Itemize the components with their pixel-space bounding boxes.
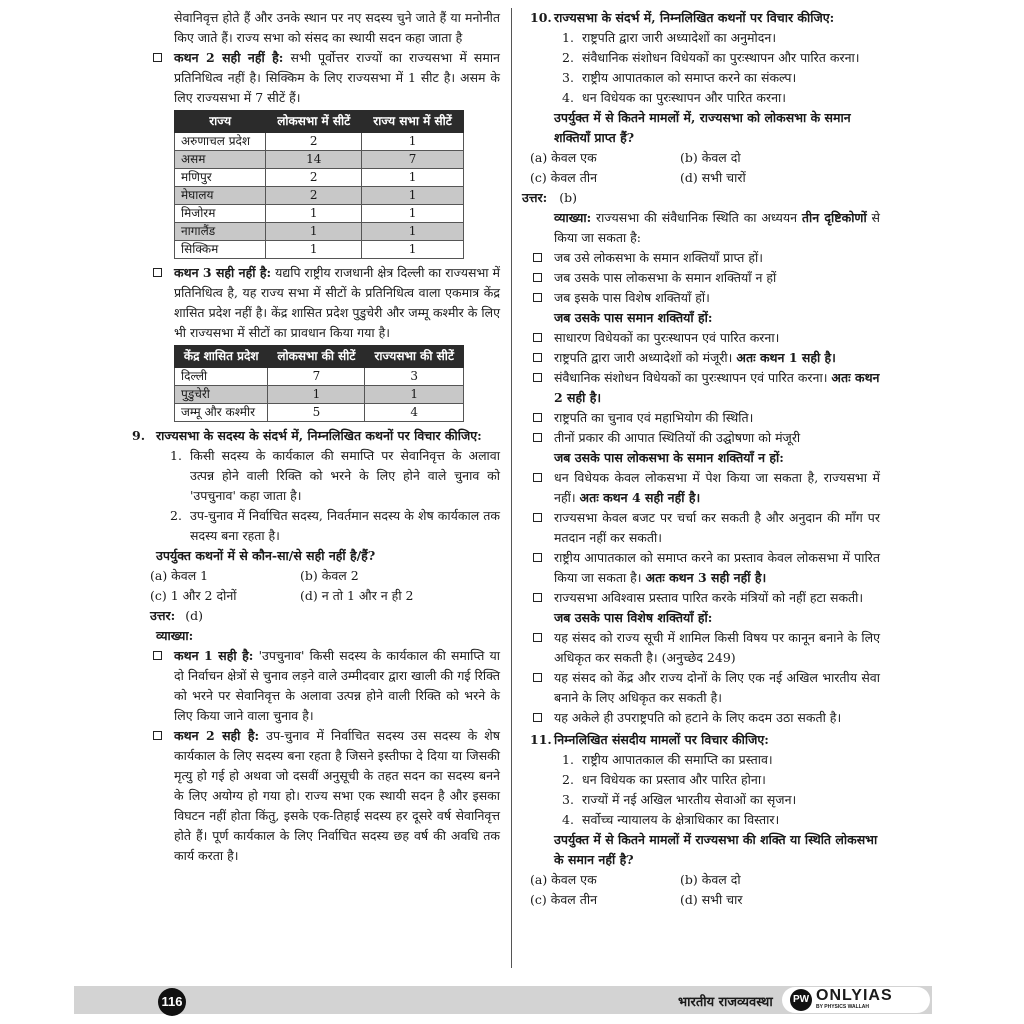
subheading: जब उसके पास समान शक्तियाँ हों:: [554, 310, 713, 325]
question-number: 9.: [132, 428, 146, 443]
table-cell: 1: [266, 223, 362, 241]
answer-line: [150, 606, 500, 626]
checkbox-bullet-icon: [533, 513, 542, 522]
checkbox-bullet-icon: [533, 473, 542, 482]
table-cell: 1: [266, 205, 362, 223]
checkbox-bullet-icon: [533, 713, 542, 722]
bullet-text: जब उसके पास लोकसभा के समान शक्तियाँ न हों: [554, 270, 777, 285]
option: (a) केवल एक: [530, 872, 597, 887]
list-item: [530, 268, 880, 288]
option: (c) 1 और 2 दोनों: [150, 588, 237, 603]
list-item: [530, 668, 880, 708]
question-ask: उपर्युक्त में से कितने मामलों में राज्यसभा की शक्ति या स्थिति लोकसभा के समान नहीं है?: [554, 832, 878, 867]
table-cell: 2: [266, 187, 362, 205]
explanation-emphasis: तीन दृष्टिकोणों: [801, 210, 867, 225]
table-cell: नागालैंड: [175, 223, 266, 241]
bullet-text: राष्ट्रीय आपातकाल को समाप्त करने का प्रस्ताव केवल लोकसभा में पारित किया जा सकता है।: [554, 550, 880, 585]
answer-label: उत्तर:: [522, 190, 548, 205]
list-item-text: राष्ट्रीय आपातकाल को समाप्त करने का संकल्प।: [582, 70, 797, 85]
checkbox-bullet-icon: [533, 333, 542, 342]
option: (a) केवल एक: [530, 150, 597, 165]
subheading: जब उसके पास लोकसभा के समान शक्तियाँ न हों:: [554, 450, 784, 465]
explanation-intro: [530, 208, 880, 248]
answer-label: उत्तर:: [150, 608, 176, 623]
option: (b) केवल दो: [680, 150, 741, 165]
list-item: 1. किसी सदस्य के कार्यकाल की समाप्ति पर सेवानिवृत्त के अलावा उत्पन्न होने वाली रिक्ति को भरने के लिए होने वाले चुनाव को 'उपचुनाव' कहा जाता है।: [170, 446, 500, 506]
table-cell: 7: [362, 151, 464, 169]
bold-label: कथन 1 सही है:: [174, 648, 254, 663]
list-item: [530, 348, 880, 368]
list-item: [530, 328, 880, 348]
table-cell: 1: [362, 187, 464, 205]
table-cell: पुडुचेरी: [175, 386, 268, 404]
states-seats-table: [174, 110, 464, 259]
checkbox-bullet-icon: [533, 633, 542, 642]
checkbox-bullet-icon: [533, 413, 542, 422]
list-item-text: धन विधेयक का प्रस्ताव और पारित होना।: [582, 772, 766, 787]
question-10-options: [530, 148, 880, 188]
checkbox-bullet-icon: [153, 651, 162, 660]
option: (c) केवल तीन: [530, 170, 598, 185]
checkbox-bullet-icon: [533, 433, 542, 442]
table-row: [175, 404, 464, 422]
list-item: 3. राष्ट्रीय आपातकाल को समाप्त करने का संकल्प।: [562, 68, 880, 88]
table-cell: 2: [266, 169, 362, 187]
right-column: [522, 8, 880, 910]
table-cell: 1: [266, 241, 362, 259]
table-cell: 1: [362, 241, 464, 259]
list-item: [530, 248, 880, 268]
table-cell: 2: [266, 133, 362, 151]
answer-line: [522, 188, 880, 208]
checkbox-bullet-icon: [533, 673, 542, 682]
table-row: [175, 169, 464, 187]
subheading: जब उसके पास विशेष शक्तियाँ हों:: [554, 610, 713, 625]
intro-paragraph: सेवानिवृत्त होते हैं और उनके स्थान पर नए सदस्य चुने जाते हैं या मनोनीत किए जाते हैं। राज्य सभा को संसद का स्थायी सदन कहा जाता है: [174, 10, 500, 45]
table-cell: 5: [268, 404, 365, 422]
list-item: [530, 288, 880, 308]
question-9-options: [150, 566, 500, 606]
option: (d) न तो 1 और न ही 2: [300, 588, 414, 603]
question-11: [530, 730, 880, 750]
bullet-text: साधारण विधेयकों का पुरःस्थापन एवं पारित करना।: [554, 330, 780, 345]
list-item: 2. उप-चुनाव में निर्वाचित सदस्य, निवर्तमान सदस्य के शेष कार्यकाल तक सदस्य बना रहता है।: [170, 506, 500, 546]
list-item-text: धन विधेयक का पुरःस्थापन और पारित करना।: [582, 90, 786, 105]
question-text: निम्नलिखित संसदीय मामलों पर विचार कीजिए:: [554, 732, 769, 747]
brand-name: ONLYIAS: [816, 987, 893, 1004]
question-9-statements: [150, 446, 500, 546]
table-cell: 1: [362, 223, 464, 241]
table-cell: मिजोरम: [175, 205, 266, 223]
table-row: [175, 223, 464, 241]
question-number: 11.: [530, 732, 552, 747]
list-item: [530, 468, 880, 508]
list-item: [530, 368, 880, 408]
list-item: [530, 508, 880, 548]
bullet-text: उप-चुनाव में निर्वाचित सदस्य उस सदस्य के शेष कार्यकाल के लिए सदस्य बना रहता है जिसने इस्तीफा दे दिया या जिसकी मृत्यु हो गई हो अथवा जो दसवीं अनुसूची के तहत सदन का सदस्य बनने के लिए अयोग्य हो गया हो। राज्य सभा एक स्थायी सदन है और इसका विघटन नहीं होता किंतु, इसके एक-तिहाई सदस्य हर दूसरे वर्ष सेवानिवृत्त होते हैं। पूर्ण कार्यकाल के लिए निर्वाचित सदस्य छह वर्ष की अवधि तक कार्य करता है।: [174, 728, 501, 863]
bullet-text: राष्ट्रपति द्वारा जारी अध्यादेशों को मंजूरी।: [554, 350, 737, 365]
option: (d) सभी चार: [680, 892, 743, 907]
bullet-text: यद्यपि राष्ट्रीय राजधानी क्षेत्र दिल्ली का राज्यसभा में प्रतिनिधित्व है, यह राज्य सभा में सीटों के प्रतिनिधित्व वाला एकमात्र केंद्र शासित प्रदेश नहीं है। केंद्र शासित प्रदेश पुडुचेरी और जम्मू कश्मीर के लिए भी राज्यसभा में सीटों का प्रावधान किया गया है।: [174, 265, 500, 340]
checkbox-bullet-icon: [153, 53, 162, 62]
table-header: राज्यसभा की सीटें: [365, 346, 464, 368]
question-text: राज्यसभा के सदस्य के संदर्भ में, निम्नलिखित कथनों पर विचार कीजिए:: [156, 428, 482, 443]
list-item: 2. धन विधेयक का प्रस्ताव और पारित होना।: [562, 770, 880, 790]
checkbox-bullet-icon: [533, 273, 542, 282]
explanation-heading: व्याख्या:: [156, 628, 194, 643]
bullet-text: यह अकेले ही उपराष्ट्रपति को हटाने के लिए कदम उठा सकती है।: [554, 710, 842, 725]
question-ask: उपर्युक्त कथनों में से कौन-सा/से सही नहीं है/हैं?: [156, 548, 376, 563]
table-row: [175, 205, 464, 223]
statement-3-bullet: [150, 263, 500, 343]
checkbox-bullet-icon: [533, 373, 542, 382]
list-item: 3. राज्यों में नई अखिल भारतीय सेवाओं का सृजन।: [562, 790, 880, 810]
bullet-text: राज्यसभा अविश्वास प्रस्ताव पारित करके मंत्रियों को नहीं हटा सकती।: [554, 590, 864, 605]
option: (a) केवल 1: [150, 568, 209, 583]
checkbox-bullet-icon: [533, 553, 542, 562]
table-row: [175, 133, 464, 151]
table-row: [175, 368, 464, 386]
option: (d) सभी चारों: [680, 170, 746, 185]
bullet-conclusion: अतः कथन 2 सही है।: [554, 370, 880, 405]
question-ask: उपर्युक्त में से कितने मामलों में, राज्यसभा को लोकसभा के समान शक्तियाँ प्राप्त हैं?: [554, 110, 851, 145]
bullet-text: राष्ट्रपति का चुनाव एवं महाभियोग की स्थिति।: [554, 410, 754, 425]
list-item: 4. सर्वोच्च न्यायालय के क्षेत्राधिकार का विस्तार।: [562, 810, 880, 830]
list-item-text: राष्ट्रीय आपातकाल की समाप्ति का प्रस्ताव।: [582, 752, 773, 767]
table-header: केंद्र शासित प्रदेश: [175, 346, 268, 368]
question-number: 10.: [530, 10, 552, 25]
bullet-text: धन विधेयक केवल लोकसभा में पेश किया जा सकता है, राज्यसभा में नहीं।: [554, 470, 880, 505]
question-10: [530, 8, 880, 28]
table-row: [175, 386, 464, 404]
table-cell: दिल्ली: [175, 368, 268, 386]
list-item-text: उप-चुनाव में निर्वाचित सदस्य, निवर्तमान सदस्य के शेष कार्यकाल तक सदस्य बना रहता है।: [190, 508, 500, 543]
question-11-statements: [530, 750, 880, 830]
page-number: 116: [158, 988, 186, 1016]
table-row: [175, 187, 464, 205]
table-header: राज्य: [175, 111, 266, 133]
table-cell: अरुणाचल प्रदेश: [175, 133, 266, 151]
table-header: लोकसभा की सीटें: [268, 346, 365, 368]
question-9: [132, 426, 500, 446]
table-cell: 1: [365, 386, 464, 404]
explanation-text: से किया जा सकता है:: [554, 210, 880, 245]
bold-label: कथन 2 सही है:: [174, 728, 260, 743]
bold-label: कथन 3 सही नहीं है:: [174, 265, 272, 280]
bold-label: कथन 2 सही नहीं है:: [174, 50, 284, 65]
page-footer: [74, 986, 932, 1014]
table-cell: 1: [362, 169, 464, 187]
bullet-text: जब इसके पास विशेष शक्तियाँ हों।: [554, 290, 710, 305]
checkbox-bullet-icon: [533, 253, 542, 262]
list-item-text: सर्वोच्च न्यायालय के क्षेत्राधिकार का विस्तार।: [582, 812, 780, 827]
option: (b) केवल दो: [680, 872, 741, 887]
explanation-bullet: [150, 726, 500, 866]
brand-logo: [782, 987, 930, 1013]
table-header: लोकसभा में सीटें: [266, 111, 362, 133]
answer-value: (d): [185, 608, 203, 623]
table-cell: जम्मू और कश्मीर: [175, 404, 268, 422]
bullet-conclusion: अतः कथन 1 सही है।: [736, 350, 836, 365]
answer-value: (b): [559, 190, 577, 205]
list-item: [530, 548, 880, 588]
checkbox-bullet-icon: [533, 353, 542, 362]
pw-logo-icon: PW: [790, 989, 812, 1011]
option: (b) केवल 2: [300, 568, 359, 583]
table-cell: असम: [175, 151, 266, 169]
bullet-conclusion: अतः कथन 4 सही नहीं है।: [579, 490, 701, 505]
list-item: 1. राष्ट्रीय आपातकाल की समाप्ति का प्रस्ताव।: [562, 750, 880, 770]
table-cell: 7: [268, 368, 365, 386]
table-cell: मेघालय: [175, 187, 266, 205]
list-item: 4. धन विधेयक का पुरःस्थापन और पारित करना।: [562, 88, 880, 108]
list-item: [530, 588, 880, 608]
table-cell: 1: [362, 205, 464, 223]
table-cell: 4: [365, 404, 464, 422]
list-item: [530, 708, 880, 728]
table-cell: मणिपुर: [175, 169, 266, 187]
list-item: 1. राष्ट्रपति द्वारा जारी अध्यादेशों का अनुमोदन।: [562, 28, 880, 48]
brand-tagline: BY PHYSICS WALLAH: [816, 1004, 869, 1010]
bullet-conclusion: अतः कथन 3 सही नहीं है।: [645, 570, 767, 585]
bullet-text: सभी पूर्वोत्तर राज्यों का राज्यसभा में समान प्रतिनिधित्व नहीं है। सिक्किम के लिए राज्यसभा में 1 सीट है। असम के लिए राज्यसभा में 7 सीटें हैं।: [174, 50, 500, 105]
option: (c) केवल तीन: [530, 892, 598, 907]
bullet-text: 'उपचुनाव' किसी सदस्य के कार्यकाल की समाप्ति या दो निर्वाचन क्षेत्रों से चुनाव लड़ने वाले उम्मीदवार द्वारा खाली की गई रिक्ति को भरने पर सेवानिवृत्त के अलावा उत्पन्न होने वाली रिक्ति को भरने के लिए किया जाने वाला चुनाव है।: [174, 648, 500, 723]
table-row: [175, 151, 464, 169]
list-item: 2. संवैधानिक संशोधन विधेयकों का पुरःस्थापन और पारित करना।: [562, 48, 880, 68]
explanation-bullet: [150, 646, 500, 726]
list-item: [530, 408, 880, 428]
checkbox-bullet-icon: [153, 731, 162, 740]
list-item-text: संवैधानिक संशोधन विधेयकों का पुरःस्थापन और पारित करना।: [582, 50, 860, 65]
table-cell: 1: [268, 386, 365, 404]
table-cell: 14: [266, 151, 362, 169]
book-title: भारतीय राजव्यवस्था: [678, 995, 773, 1010]
checkbox-bullet-icon: [533, 293, 542, 302]
question-11-options: [530, 870, 880, 910]
bullet-text: राज्यसभा केवल बजट पर चर्चा कर सकती है और अनुदान की माँग पर मतदान नहीं कर सकती।: [554, 510, 880, 545]
explanation-heading: व्याख्या:: [554, 210, 592, 225]
checkbox-bullet-icon: [533, 593, 542, 602]
list-item-text: राज्यों में नई अखिल भारतीय सेवाओं का सृजन।: [582, 792, 797, 807]
list-item-text: किसी सदस्य के कार्यकाल की समाप्ति पर सेवानिवृत्त के अलावा उत्पन्न होने वाली रिक्ति को भरने के लिए होने वाले चुनाव को 'उपचुनाव' कहा जाता है।: [190, 448, 500, 503]
table-cell: 3: [365, 368, 464, 386]
explanation-text: राज्यसभा की संवैधानिक स्थिति का अध्ययन: [591, 210, 802, 225]
question-text: राज्यसभा के संदर्भ में, निम्नलिखित कथनों पर विचार कीजिए:: [554, 10, 835, 25]
table-row: [175, 241, 464, 259]
bullet-text: जब उसे लोकसभा के समान शक्तियाँ प्राप्त हों।: [554, 250, 764, 265]
list-item: [530, 628, 880, 668]
table-cell: 1: [362, 133, 464, 151]
question-10-statements: [530, 28, 880, 108]
table-header: राज्य सभा में सीटें: [362, 111, 464, 133]
statement-2-bullet: [150, 48, 500, 108]
left-column: [132, 8, 501, 866]
bullet-text: संवैधानिक संशोधन विधेयकों का पुरःस्थापन एवं पारित करना।: [554, 370, 832, 385]
bullet-text: यह संसद को राज्य सूची में शामिल किसी विषय पर कानून बनाने के लिए अधिकृत कर सकती है। (अनुच्छेद 249): [554, 630, 880, 665]
checkbox-bullet-icon: [153, 268, 162, 277]
bullet-text: तीनों प्रकार की आपात स्थितियों की उद्घोषणा को मंजूरी: [554, 430, 801, 445]
table-cell: सिक्किम: [175, 241, 266, 259]
column-divider: [511, 8, 512, 968]
union-territories-seats-table: [174, 345, 464, 422]
bullet-text: यह संसद को केंद्र और राज्य दोनों के लिए एक नई अखिल भारतीय सेवा बनाने के लिए अधिकृत कर सकती है।: [554, 670, 880, 705]
list-item: [530, 428, 880, 448]
list-item-text: राष्ट्रपति द्वारा जारी अध्यादेशों का अनुमोदन।: [582, 30, 777, 45]
